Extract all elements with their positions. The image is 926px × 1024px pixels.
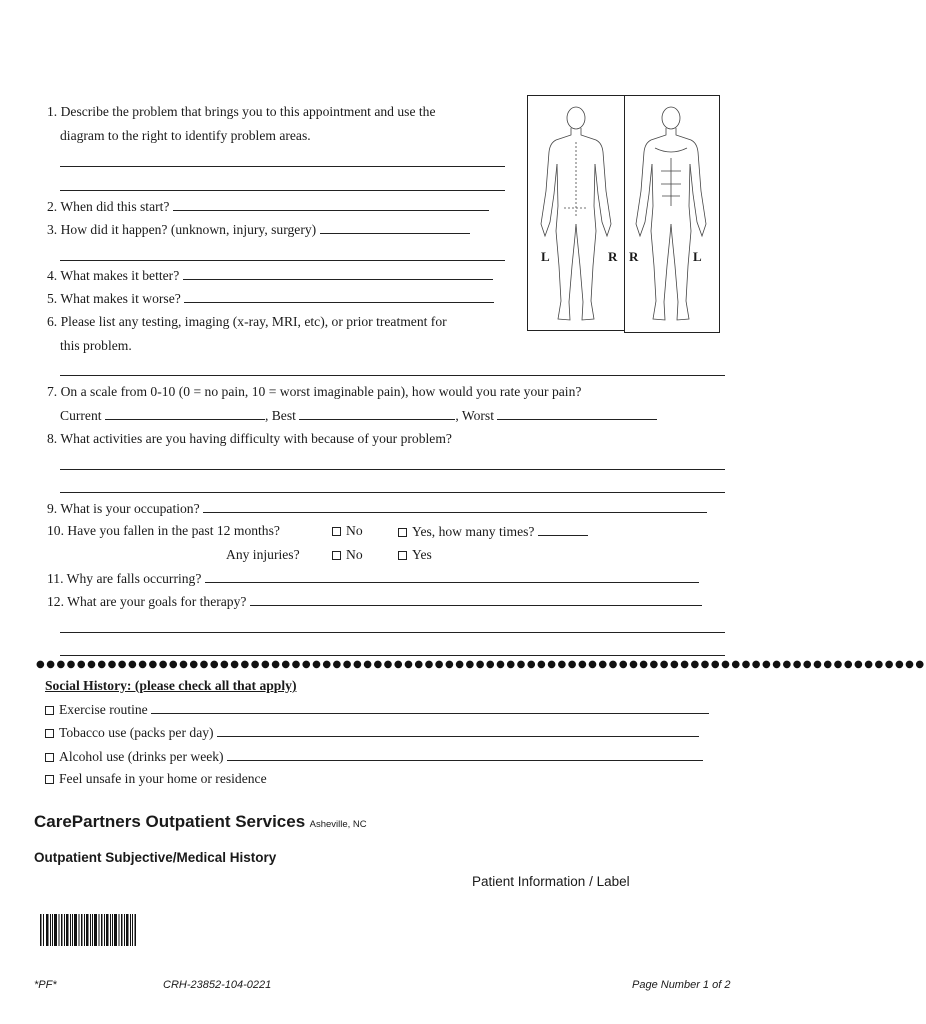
q1-line1: 1. Describe the problem that brings you to this appointment and use the <box>47 104 436 119</box>
q7-label: 7. On a scale from 0-10 (0 = no pain, 10 = worst imaginable pain), how would you rate your pain? <box>47 384 582 399</box>
q7-worst-label: , Worst <box>455 408 494 423</box>
q9-row <box>47 500 707 517</box>
body-diagram-back[interactable] <box>527 95 626 331</box>
q12-label: 12. What are your goals for therapy? <box>47 594 247 609</box>
q1-answer-line-2[interactable] <box>60 190 505 191</box>
front-diagram-right-label: R <box>629 249 639 264</box>
unsafe-label: Feel unsafe in your home or residence <box>59 771 267 786</box>
q10-times-input[interactable] <box>538 523 588 536</box>
q9-answer-line[interactable] <box>203 500 707 513</box>
back-diagram-right-label: R <box>608 249 618 264</box>
q10b-no-option[interactable] <box>332 547 363 563</box>
q10b-no-label: No <box>346 547 363 562</box>
q3-answer-line[interactable] <box>320 221 470 234</box>
dotted-divider: ●●●●●●●●●●●●●●●●●●●●●●●●●●●●●●●●●●●●●●●●●●●●●●●●●●●●●●●●●●●●●●●●●●●●●●●●●●●●●●●●●●●●●●● <box>36 659 926 670</box>
q10-no-checkbox[interactable] <box>332 527 341 536</box>
social-item-unsafe[interactable] <box>45 771 267 787</box>
q5-answer-line[interactable] <box>184 290 494 303</box>
q7-worst-input[interactable] <box>497 407 657 420</box>
q3-answer-line-2[interactable] <box>60 260 505 261</box>
back-diagram-left-label: L <box>541 249 550 264</box>
barcode <box>40 914 136 946</box>
q8-label: 8. What activities are you having difficulty with because of your problem? <box>47 431 452 446</box>
back-body-outline-icon <box>528 96 624 329</box>
body-diagram-front[interactable] <box>624 95 720 333</box>
alcohol-label: Alcohol use (drinks per week) <box>59 749 224 764</box>
social-item-tobacco[interactable] <box>45 724 699 741</box>
alcohol-input[interactable] <box>227 748 703 761</box>
q10-yes-checkbox[interactable] <box>398 528 407 537</box>
q10-yes-option[interactable] <box>398 523 588 540</box>
q9-label: 9. What is your occupation? <box>47 501 200 516</box>
front-diagram-left-label: L <box>693 249 702 264</box>
q10b-no-checkbox[interactable] <box>332 551 341 560</box>
exercise-input[interactable] <box>151 701 709 714</box>
q4-row <box>47 267 493 284</box>
q4-answer-line[interactable] <box>183 267 493 280</box>
tobacco-label: Tobacco use (packs per day) <box>59 725 214 740</box>
q10b-yes-label: Yes <box>412 547 432 562</box>
q10-no-option[interactable] <box>332 523 363 539</box>
q2-row <box>47 198 489 215</box>
q7-current-label: Current <box>60 408 102 423</box>
tobacco-input[interactable] <box>217 724 699 737</box>
unsafe-checkbox[interactable] <box>45 775 54 784</box>
q3-row <box>47 221 470 238</box>
q7-best-label: , Best <box>264 408 296 423</box>
q6-answer-line[interactable] <box>60 375 725 376</box>
q12-answer-line-3[interactable] <box>60 655 725 656</box>
q6-line1: 6. Please list any testing, imaging (x-ray, MRI, etc), or prior treatment for <box>47 314 447 329</box>
alcohol-checkbox[interactable] <box>45 753 54 762</box>
q10-label: 10. Have you fallen in the past 12 months? <box>47 523 280 538</box>
exercise-label: Exercise routine <box>59 702 148 717</box>
q8-answer-line-1[interactable] <box>60 469 725 470</box>
org-name: CarePartners Outpatient Services <box>34 812 306 831</box>
org-header <box>34 812 367 832</box>
q4-label: 4. What makes it better? <box>47 268 180 283</box>
q6-line2: this problem. <box>60 338 132 353</box>
q1-answer-line-1[interactable] <box>60 166 505 167</box>
tobacco-checkbox[interactable] <box>45 729 54 738</box>
q7-best-input[interactable] <box>299 407 455 420</box>
q10-yes-label: Yes, how many times? <box>412 524 535 539</box>
q12-row <box>47 593 702 610</box>
org-location: Asheville, NC <box>309 819 367 830</box>
q5-row <box>47 290 494 307</box>
q12-answer-line[interactable] <box>250 593 702 606</box>
q11-row <box>47 570 699 587</box>
q7-ratings-row <box>60 407 657 424</box>
q1-line2: diagram to the right to identify problem areas. <box>60 128 311 143</box>
q10b-yes-option[interactable] <box>398 547 432 563</box>
form-code: CRH-23852-104-0221 <box>163 979 272 991</box>
page-number: Page Number 1 of 2 <box>632 979 731 991</box>
q11-label: 11. Why are falls occurring? <box>47 571 202 586</box>
q10-no-label: No <box>346 523 363 538</box>
exercise-checkbox[interactable] <box>45 706 54 715</box>
q12-answer-line-2[interactable] <box>60 632 725 633</box>
front-body-outline-icon <box>625 96 718 331</box>
q7-current-input[interactable] <box>105 407 265 420</box>
q10b-label: Any injuries? <box>226 547 300 562</box>
q8-answer-line-2[interactable] <box>60 492 725 493</box>
pf-code: *PF* <box>34 979 57 991</box>
form-title: Outpatient Subjective/Medical History <box>34 850 277 865</box>
social-history-heading: Social History: (please check all that apply) <box>45 678 297 693</box>
q2-answer-line[interactable] <box>173 198 489 211</box>
q11-answer-line[interactable] <box>205 570 699 583</box>
social-item-exercise[interactable] <box>45 701 709 718</box>
q2-label: 2. When did this start? <box>47 199 170 214</box>
q3-label: 3. How did it happen? (unknown, injury, surgery) <box>47 222 317 237</box>
q10b-yes-checkbox[interactable] <box>398 551 407 560</box>
barcode-icon <box>40 914 136 946</box>
q5-label: 5. What makes it worse? <box>47 291 181 306</box>
social-item-alcohol[interactable] <box>45 748 703 765</box>
patient-label: Patient Information / Label <box>472 874 630 889</box>
